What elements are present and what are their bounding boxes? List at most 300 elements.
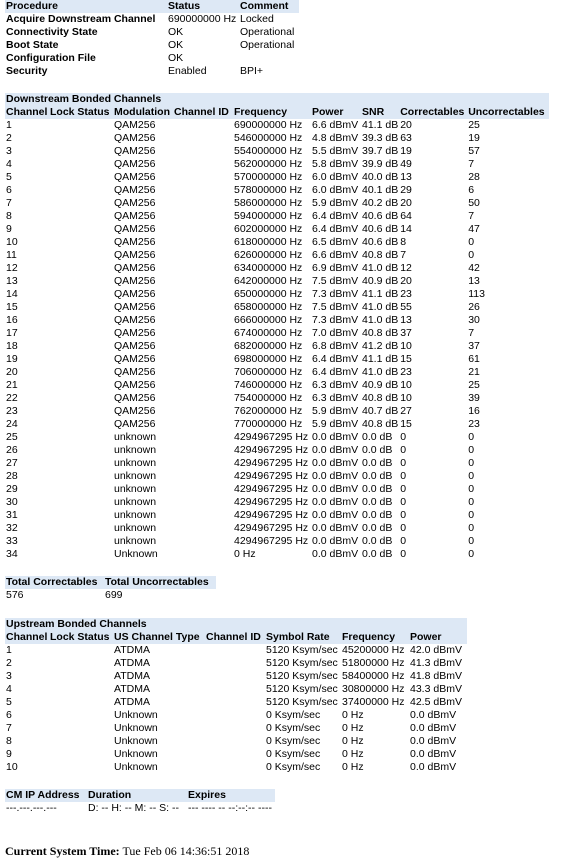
downstream-cell: 0 — [468, 431, 475, 443]
downstream-title: Downstream Bonded Channels — [5, 93, 549, 106]
startup-cell: Acquire Downstream Channel — [6, 13, 156, 25]
startup-cell: 690000000 Hz — [168, 13, 237, 25]
downstream-cell: 4294967295 Hz — [234, 509, 309, 521]
downstream-cell: 40.6 dB — [362, 236, 399, 248]
downstream-cell: 7.3 dBmV — [312, 288, 359, 300]
downstream-cell — [173, 353, 233, 366]
cm-ip-table — [5, 789, 275, 815]
upstream-cell — [205, 735, 265, 748]
upstream-cell: 7 — [6, 722, 12, 734]
upstream-cell — [49, 709, 113, 722]
downstream-row — [5, 405, 549, 418]
downstream-row — [5, 197, 549, 210]
downstream-cell: 0 — [400, 483, 407, 495]
system-time-label: Current System Time: — [5, 844, 120, 858]
upstream-row — [5, 735, 467, 748]
upstream-cell: 0 Ksym/sec — [266, 748, 321, 760]
downstream-cell: unknown — [114, 483, 157, 495]
upstream-cell: 41.3 dBmV — [410, 657, 462, 669]
downstream-cell: 17 — [6, 327, 18, 339]
upstream-cell: 9 — [6, 748, 12, 760]
downstream-cell — [49, 457, 113, 470]
upstream-row — [5, 709, 467, 722]
downstream-cell: QAM256 — [114, 249, 156, 261]
downstream-cell: 0.0 dBmV — [312, 470, 359, 482]
downstream-cell: unknown — [114, 535, 157, 547]
upstream-title: Upstream Bonded Channels — [5, 618, 467, 631]
downstream-row — [5, 535, 549, 548]
current-system-time — [5, 844, 249, 859]
downstream-cell — [173, 457, 233, 470]
downstream-row — [5, 249, 549, 262]
downstream-cell: 41.1 dB — [362, 353, 399, 365]
downstream-cell: 42 — [468, 262, 480, 274]
total-uncorrectables-header: Total Uncorrectables — [104, 576, 216, 589]
us-col-frequency: Frequency — [341, 631, 409, 644]
downstream-cell: 6.8 dBmV — [312, 340, 359, 352]
downstream-cell — [49, 522, 113, 535]
downstream-row — [5, 431, 549, 444]
downstream-cell: 15 — [6, 301, 18, 313]
downstream-cell — [173, 405, 233, 418]
downstream-cell: 29 — [6, 483, 18, 495]
downstream-cell — [173, 236, 233, 249]
upstream-cell — [205, 761, 265, 774]
startup-cell: Locked — [240, 13, 274, 25]
downstream-cell — [173, 548, 233, 561]
upstream-row — [5, 683, 467, 696]
downstream-cell: 0.0 dBmV — [312, 496, 359, 508]
startup-cell: Configuration File — [6, 52, 96, 64]
downstream-cell: 618000000 Hz — [234, 236, 303, 248]
upstream-cell: 41.8 dBmV — [410, 670, 462, 682]
startup-row — [5, 26, 299, 39]
downstream-cell: QAM256 — [114, 314, 156, 326]
downstream-cell: 40.0 dB — [362, 171, 399, 183]
downstream-cell: QAM256 — [114, 275, 156, 287]
downstream-cell — [173, 483, 233, 496]
downstream-cell — [173, 210, 233, 223]
downstream-cell: 578000000 Hz — [234, 184, 303, 196]
downstream-cell — [173, 275, 233, 288]
downstream-cell: 16 — [6, 314, 18, 326]
totals-table — [5, 576, 216, 602]
upstream-cell: 0.0 dBmV — [410, 761, 457, 773]
downstream-cell: 41.1 dB — [362, 288, 399, 300]
downstream-cell — [49, 197, 113, 210]
downstream-cell: unknown — [114, 496, 157, 508]
downstream-cell: 40.8 dB — [362, 249, 399, 261]
downstream-cell: 40.2 dB — [362, 197, 399, 209]
downstream-cell: 4 — [6, 158, 12, 170]
upstream-body — [5, 644, 467, 774]
ds-col-channel: Channel — [6, 106, 48, 118]
downstream-cell: 21 — [468, 366, 480, 378]
downstream-cell: 5.8 dBmV — [312, 158, 359, 170]
downstream-cell: 0.0 dB — [362, 548, 393, 560]
downstream-cell: unknown — [114, 431, 157, 443]
cmip-row — [5, 802, 275, 815]
downstream-cell: 0 — [400, 535, 407, 547]
downstream-cell: 7.3 dBmV — [312, 314, 359, 326]
downstream-cell: 6.3 dBmV — [312, 379, 359, 391]
downstream-cell — [173, 288, 233, 301]
downstream-cell: QAM256 — [114, 171, 156, 183]
downstream-cell: 762000000 Hz — [234, 405, 303, 417]
downstream-cell: 10 — [400, 340, 412, 352]
downstream-cell: 14 — [400, 223, 412, 235]
upstream-cell: 2 — [6, 657, 12, 669]
startup-row — [5, 39, 299, 52]
downstream-cell: 19 — [6, 353, 18, 365]
startup-cell: BPI+ — [240, 65, 264, 77]
us-col-channel: Channel — [6, 631, 48, 643]
downstream-cell: 25 — [468, 379, 480, 391]
upstream-cell: ATDMA — [114, 696, 150, 708]
downstream-row — [5, 158, 549, 171]
downstream-cell: 41.0 dB — [362, 262, 399, 274]
ds-col-channel-id: Channel ID — [173, 106, 233, 119]
system-time-value: Tue Feb 06 14:36:51 2018 — [122, 844, 250, 858]
downstream-cell: 40.1 dB — [362, 184, 399, 196]
downstream-cell — [173, 197, 233, 210]
downstream-cell: 658000000 Hz — [234, 301, 303, 313]
downstream-cell: 0 — [468, 522, 475, 534]
upstream-cell: 5120 Ksym/sec — [266, 696, 338, 708]
downstream-cell: 5.9 dBmV — [312, 197, 359, 209]
col-procedure: Procedure — [5, 0, 167, 13]
downstream-cell — [49, 327, 113, 340]
downstream-cell: 50 — [468, 197, 480, 209]
downstream-cell: 8 — [400, 236, 407, 248]
cmip-duration-value: D: -- H: -- M: -- S: -- — [88, 802, 179, 814]
downstream-cell — [49, 171, 113, 184]
downstream-cell: 0.0 dB — [362, 457, 393, 469]
ds-col-modulation: Modulation — [113, 106, 173, 119]
downstream-cell: 2 — [6, 132, 12, 144]
downstream-cell: 4294967295 Hz — [234, 496, 309, 508]
downstream-cell: 0 — [468, 496, 475, 508]
downstream-cell: 6.0 dBmV — [312, 171, 359, 183]
downstream-row — [5, 470, 549, 483]
upstream-cell — [205, 683, 265, 696]
upstream-cell — [49, 696, 113, 709]
downstream-cell: 7.5 dBmV — [312, 275, 359, 287]
downstream-cell: 13 — [468, 275, 480, 287]
downstream-cell — [173, 301, 233, 314]
upstream-cell: 45200000 Hz — [342, 644, 405, 656]
downstream-cell — [49, 210, 113, 223]
downstream-cell: 5.5 dBmV — [312, 145, 359, 157]
downstream-row — [5, 366, 549, 379]
downstream-cell: 23 — [6, 405, 18, 417]
downstream-cell — [173, 158, 233, 171]
downstream-cell: 642000000 Hz — [234, 275, 303, 287]
downstream-row — [5, 314, 549, 327]
downstream-cell: 706000000 Hz — [234, 366, 303, 378]
upstream-row — [5, 696, 467, 709]
upstream-cell: ATDMA — [114, 644, 150, 656]
downstream-cell: 0.0 dB — [362, 483, 393, 495]
downstream-row — [5, 457, 549, 470]
downstream-cell: 14 — [6, 288, 18, 300]
downstream-cell: 0 — [468, 548, 475, 560]
downstream-cell: 37 — [400, 327, 412, 339]
totals-header-row — [5, 576, 216, 589]
downstream-cell: 5.9 dBmV — [312, 405, 359, 417]
downstream-cell: 0 Hz — [234, 548, 256, 560]
downstream-cell — [49, 431, 113, 444]
downstream-cell: 0.0 dB — [362, 535, 393, 547]
downstream-cell: 12 — [400, 262, 412, 274]
upstream-cell — [49, 644, 113, 657]
downstream-cell — [49, 470, 113, 483]
downstream-cell: 10 — [400, 379, 412, 391]
us-col-lock-status: Lock Status — [49, 631, 113, 644]
downstream-row — [5, 301, 549, 314]
upstream-cell — [205, 709, 265, 722]
downstream-cell: 39.7 dB — [362, 145, 399, 157]
downstream-body — [5, 119, 549, 561]
downstream-cell: 746000000 Hz — [234, 379, 303, 391]
cmip-address-value: ---.---.---.--- — [6, 802, 57, 814]
downstream-cell: 6.5 dBmV — [312, 236, 359, 248]
downstream-cell: 41.2 dB — [362, 340, 399, 352]
col-comment: Comment — [239, 0, 299, 13]
downstream-row — [5, 496, 549, 509]
downstream-cell: 0.0 dB — [362, 431, 393, 443]
downstream-cell: 770000000 Hz — [234, 418, 303, 430]
startup-cell: Connectivity State — [6, 26, 98, 38]
downstream-row — [5, 262, 549, 275]
downstream-cell — [49, 288, 113, 301]
downstream-cell — [173, 470, 233, 483]
downstream-cell: 20 — [400, 119, 412, 131]
downstream-cell — [173, 418, 233, 431]
upstream-cell — [205, 657, 265, 670]
downstream-cell: 0.0 dB — [362, 470, 393, 482]
downstream-cell: 13 — [400, 314, 412, 326]
upstream-cell: Unknown — [114, 748, 158, 760]
downstream-cell: QAM256 — [114, 340, 156, 352]
downstream-cell: 7 — [468, 327, 475, 339]
upstream-cell — [49, 761, 113, 774]
downstream-row — [5, 418, 549, 431]
downstream-cell: 26 — [6, 444, 18, 456]
downstream-cell: 55 — [400, 301, 412, 313]
downstream-cell: 57 — [468, 145, 480, 157]
upstream-cell: 1 — [6, 644, 12, 656]
downstream-cell: 6 — [468, 184, 475, 196]
totals-row — [5, 589, 216, 602]
downstream-cell — [173, 249, 233, 262]
downstream-cell: 0 — [468, 483, 475, 495]
downstream-cell — [49, 314, 113, 327]
downstream-cell — [49, 262, 113, 275]
upstream-cell — [205, 670, 265, 683]
downstream-cell: 47 — [468, 223, 480, 235]
downstream-row — [5, 210, 549, 223]
downstream-row — [5, 548, 549, 561]
downstream-cell — [173, 496, 233, 509]
startup-cell: Operational — [240, 39, 295, 51]
downstream-cell: 690000000 Hz — [234, 119, 303, 131]
upstream-cell: 6 — [6, 709, 12, 721]
upstream-row — [5, 748, 467, 761]
downstream-cell: 4294967295 Hz — [234, 535, 309, 547]
upstream-cell: 0 Hz — [342, 709, 364, 721]
downstream-cell: 20 — [6, 366, 18, 378]
upstream-cell: Unknown — [114, 761, 158, 773]
downstream-row — [5, 353, 549, 366]
upstream-row — [5, 722, 467, 735]
downstream-row — [5, 171, 549, 184]
downstream-cell: 0 — [468, 249, 475, 261]
downstream-cell: 113 — [468, 288, 485, 300]
upstream-row — [5, 644, 467, 657]
downstream-cell: 25 — [468, 119, 480, 131]
downstream-cell: unknown — [114, 470, 157, 482]
startup-body — [5, 13, 299, 78]
downstream-cell — [49, 392, 113, 405]
downstream-cell: 562000000 Hz — [234, 158, 303, 170]
downstream-cell — [49, 418, 113, 431]
upstream-cell: 0.0 dBmV — [410, 722, 457, 734]
downstream-cell: QAM256 — [114, 327, 156, 339]
downstream-cell: 554000000 Hz — [234, 145, 303, 157]
downstream-cell: 25 — [6, 431, 18, 443]
downstream-cell: QAM256 — [114, 392, 156, 404]
downstream-cell: QAM256 — [114, 301, 156, 313]
downstream-cell: 29 — [400, 184, 412, 196]
downstream-cell — [49, 548, 113, 561]
downstream-cell — [49, 236, 113, 249]
downstream-cell — [173, 366, 233, 379]
downstream-cell — [173, 223, 233, 236]
startup-cell: Security — [6, 65, 48, 77]
downstream-cell: 0.0 dBmV — [312, 509, 359, 521]
downstream-cell: 15 — [400, 353, 412, 365]
downstream-cell: 20 — [400, 275, 412, 287]
downstream-cell: 682000000 Hz — [234, 340, 303, 352]
ds-col-correctables: Correctables — [399, 106, 467, 119]
upstream-cell: 4 — [6, 683, 12, 695]
downstream-cell: 9 — [6, 223, 12, 235]
downstream-cell: 0.0 dB — [362, 522, 393, 534]
downstream-cell: 32 — [6, 522, 18, 534]
downstream-cell: 7 — [468, 210, 475, 222]
downstream-cell: QAM256 — [114, 223, 156, 235]
downstream-cell: 6.4 dBmV — [312, 210, 359, 222]
downstream-cell — [173, 119, 233, 132]
downstream-cell: 40.8 dB — [362, 418, 399, 430]
downstream-cell — [173, 379, 233, 392]
downstream-cell: 6.0 dBmV — [312, 184, 359, 196]
upstream-cell: 51800000 Hz — [342, 657, 405, 669]
startup-cell: Operational — [240, 26, 295, 38]
downstream-cell: unknown — [114, 522, 157, 534]
downstream-cell: 0 — [400, 509, 407, 521]
downstream-cell: 0 — [400, 548, 407, 560]
startup-header-row — [5, 0, 299, 13]
startup-row — [5, 65, 299, 78]
downstream-row — [5, 327, 549, 340]
upstream-cell: 37400000 Hz — [342, 696, 405, 708]
downstream-cell: QAM256 — [114, 366, 156, 378]
downstream-cell: 39 — [468, 392, 480, 404]
ds-col-power: Power — [311, 106, 361, 119]
downstream-cell: 41.1 dB — [362, 119, 399, 131]
downstream-cell: 7 — [6, 197, 12, 209]
downstream-cell: 5 — [6, 171, 12, 183]
downstream-cell: 0 — [468, 444, 475, 456]
downstream-cell: 39.3 dB — [362, 132, 399, 144]
upstream-cell: Unknown — [114, 709, 158, 721]
upstream-cell: 0 Hz — [342, 735, 364, 747]
downstream-cell: 6.4 dBmV — [312, 366, 359, 378]
upstream-cell: 5 — [6, 696, 12, 708]
upstream-cell — [205, 722, 265, 735]
downstream-cell — [49, 275, 113, 288]
downstream-cell: 23 — [400, 288, 412, 300]
downstream-cell — [173, 340, 233, 353]
downstream-cell: 21 — [6, 379, 18, 391]
upstream-table — [5, 618, 467, 774]
total-correctables-value: 576 — [6, 589, 24, 601]
downstream-cell: QAM256 — [114, 262, 156, 274]
downstream-cell: 27 — [400, 405, 412, 417]
downstream-cell: 0.0 dBmV — [312, 457, 359, 469]
downstream-cell: QAM256 — [114, 418, 156, 430]
downstream-row — [5, 379, 549, 392]
downstream-cell: QAM256 — [114, 145, 156, 157]
downstream-header-row — [5, 106, 549, 119]
upstream-cell — [205, 696, 265, 709]
downstream-cell: QAM256 — [114, 379, 156, 391]
cmip-expires-value: --- ---- -- --:--:-- ---- — [188, 802, 272, 814]
startup-row — [5, 52, 299, 65]
downstream-cell: 1 — [6, 119, 12, 131]
downstream-cell: 4294967295 Hz — [234, 457, 309, 469]
downstream-cell — [173, 262, 233, 275]
downstream-cell — [49, 405, 113, 418]
downstream-cell — [49, 444, 113, 457]
us-col-channel-type: US Channel Type — [113, 631, 205, 644]
downstream-cell: 0 — [400, 431, 407, 443]
downstream-cell: 0 — [400, 496, 407, 508]
ds-col-snr: SNR — [361, 106, 399, 119]
downstream-cell: 602000000 Hz — [234, 223, 303, 235]
upstream-cell — [49, 670, 113, 683]
downstream-cell: 4294967295 Hz — [234, 470, 309, 482]
downstream-cell: 586000000 Hz — [234, 197, 303, 209]
downstream-cell: 4.8 dBmV — [312, 132, 359, 144]
downstream-cell: 40.6 dB — [362, 210, 399, 222]
downstream-cell — [173, 509, 233, 522]
upstream-header-row — [5, 631, 467, 644]
upstream-cell: Unknown — [114, 735, 158, 747]
downstream-cell: 754000000 Hz — [234, 392, 303, 404]
downstream-cell: QAM256 — [114, 353, 156, 365]
downstream-cell: 41.0 dB — [362, 366, 399, 378]
downstream-cell: 0 — [468, 457, 475, 469]
upstream-cell — [49, 748, 113, 761]
downstream-title-row — [5, 93, 549, 106]
downstream-cell: QAM256 — [114, 236, 156, 248]
upstream-cell: 0 Ksym/sec — [266, 761, 321, 773]
downstream-cell: 5.9 dBmV — [312, 418, 359, 430]
downstream-cell: 674000000 Hz — [234, 327, 303, 339]
